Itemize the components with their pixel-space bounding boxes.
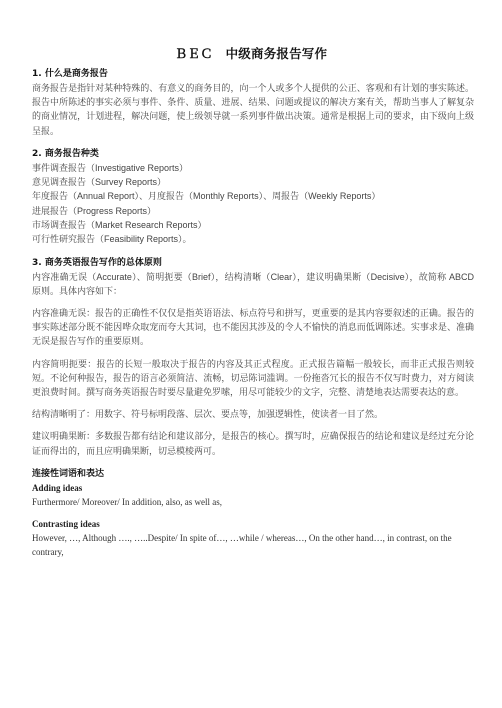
principle-brief: 内容简明扼要：报告的长短一般取决于报告的内容及其正式程度。正式报告篇幅一般较长，而非正式报告则较短。不论何种报告，报告的语言必须简洁、流畅，切忌陈词滥调。一份拖沓冗长的报告不仅写时费力，对方阅读更浪费时间。撰写商务英语报告时要尽量避免罗嗦，用尽可能较少的文字，完整、清楚地表达需要表达的意。 <box>32 358 474 398</box>
subheading-adding-ideas: Adding ideas <box>32 482 83 493</box>
contrasting-ideas-text: However, …, Although …., …..Despite/ In spite of…, …while / whereas…, On the other hand…, in contrast, on the contrary, <box>32 532 452 557</box>
list-item: 意见调查报告（Survey Reports） <box>32 177 167 188</box>
section-heading-connectives: 连接性词语和表达 <box>32 468 105 479</box>
principle-accurate: 内容准确无误：报告的正确性不仅仅是指英语语法、标点符号和拼写，更重要的是其内容要叙述的正确。报告的事实陈述部分既不能因哗众取宠而夸大其词，也不能因其涉及的令人不愉快的消息而低调陈述。实事求是、准确无误是报告写作的重要原则。 <box>32 308 474 347</box>
list-item: 市场调查报告（Market Research Reports） <box>32 220 207 230</box>
principles-intro: 内容准确无误（Accurate）、简明扼要（Brief），结构清晰（Clear），建议明确果断（Decisive），故简称 ABCD 原则。具体内容如下： <box>32 271 474 296</box>
section-heading-what-is-report: 1. 什么是商务报告 <box>32 69 108 79</box>
list-item: 年度报告（Annual Report）、月度报告（Monthly Reports）、周报告（Weekly Reports） <box>32 191 381 202</box>
section-heading-principles: 3. 商务英语报告写作的总体原则 <box>32 257 162 268</box>
principle-clear: 结构清晰明了：用数字、符号标明段落、层次、要点等，加强逻辑性，使读者一目了然。 <box>32 409 384 420</box>
document-title: ＢＥＣ 中级商务报告写作 <box>174 46 328 61</box>
list-item: 可行性研究报告（Feasibility Reports）。 <box>32 234 192 245</box>
principle-decisive: 建议明确果断：多数报告都有结论和建议部分，是报告的核心。撰写时，应确保报告的结论和建议是经过充分论证而得出的，而且应明确果断，切忌模棱两可。 <box>32 431 474 456</box>
report-types-list <box>32 161 474 247</box>
document-body <box>32 68 474 559</box>
adding-ideas-text: Furthermore/ Moreover/ In addition, also, as well as, <box>32 496 222 507</box>
list-item: 进展报告（Progress Reports） <box>32 205 157 216</box>
section-paragraph-definition: 商务报告是指针对某种特殊的、有意义的商务目的，向一个人或多个人提供的公正、客观和有计划的事实陈述。报告中所陈述的事实必须与事件、条件、质量、进展、结果、问题或提议的解决方案有关，帮助当事人了解复杂的商业情况，计划进程，解决问题，使上级领导就一系列事件做出决策。通常是根据上司的要求，由下级向上级呈报。 <box>32 83 474 136</box>
section-heading-report-types: 2. 商务报告种类 <box>32 148 99 159</box>
subheading-contrasting-ideas: Contrasting ideas <box>32 518 100 529</box>
list-item: 事件调查报告（Investigative Reports） <box>32 162 189 173</box>
